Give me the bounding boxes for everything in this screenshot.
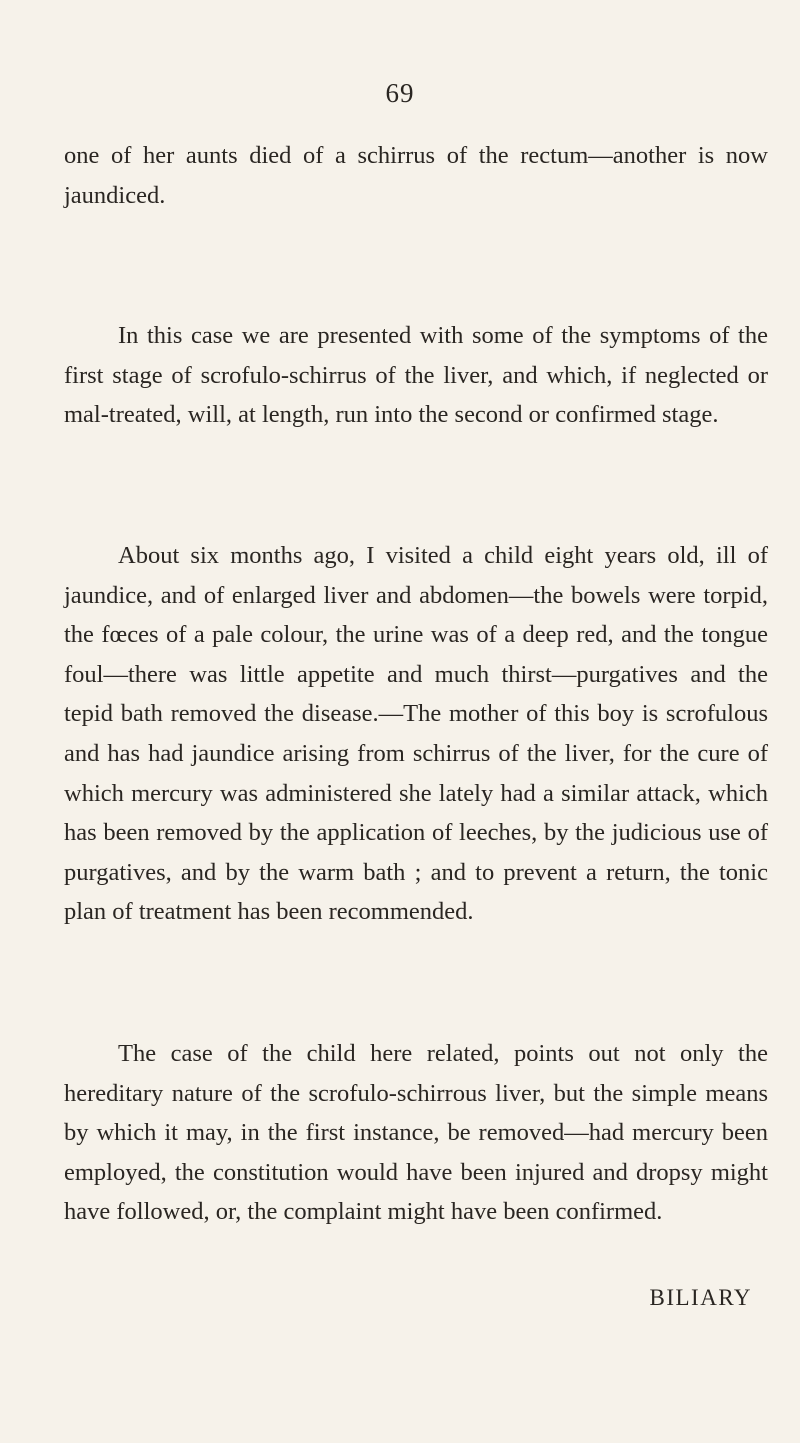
paragraph-text: In this case we are presented with some of the symptoms of the first stage of scrofulo-schirrus of the liver, and which, if neglected or mal-treated, will, at length, run into the second or confirmed stage. (64, 322, 768, 429)
paragraph-text: The case of the child here related, points out not only the hereditary nature of the scrofulo-schirrous liver, but the simple means by which it may, in the first instance, be removed—had mercury been employed, the constitution would have been injured and dropsy might have followed, or, the complaint might have been confirmed. (64, 1040, 768, 1226)
catchword: BILIARY (649, 1285, 752, 1310)
paragraph-continuation (64, 136, 768, 215)
paragraph-text: About six months ago, I visited a child eight years old, ill of jaundice, and of enlarged liver and abdomen—the bowels were torpid, the fœces of a pale colour, the urine was of a deep red, and the tongue foul—there was little appetite and much thirst—purgatives and the tepid bath removed the disease.—The mother of this boy is scrofulous and has had jaundice arising from schirrus of the liver, for the cure of which mercury was administered she lately had a similar attack, which has been removed by the application of leeches, by the judicious use of purgatives, and by the warm bath ; and to prevent a return, the tonic plan of treatment has been recommended. (64, 542, 768, 926)
paragraph-child-case (64, 536, 768, 932)
paragraph-text: one of her aunts died of a schirrus of the rectum—another is now jaundiced. (64, 142, 768, 209)
paragraph-conclusion (64, 1034, 768, 1232)
page-number: 69 (385, 78, 415, 108)
paragraph-case-symptoms (64, 316, 768, 435)
